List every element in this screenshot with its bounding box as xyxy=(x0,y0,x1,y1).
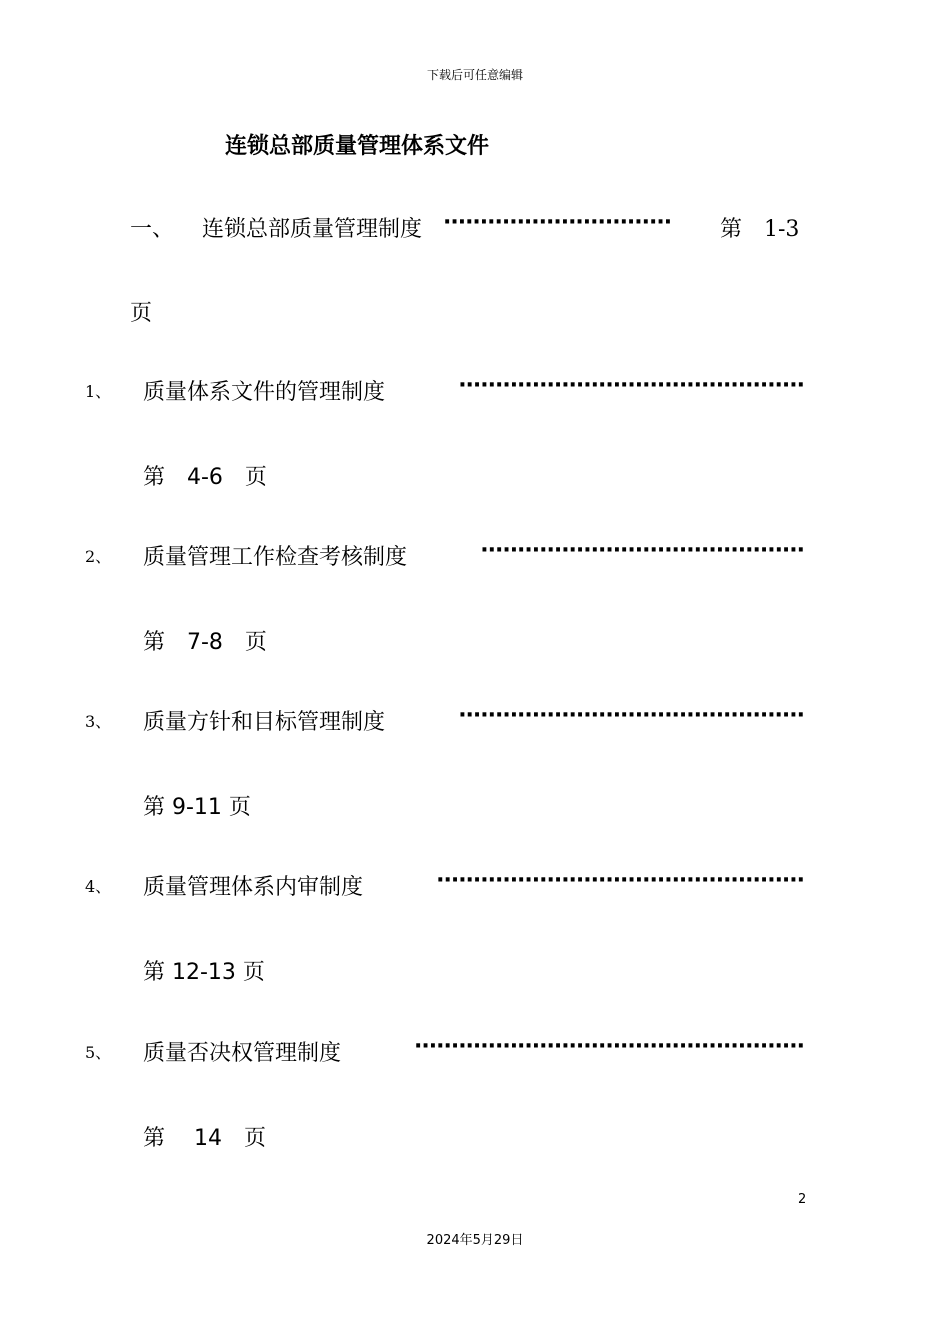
item-3-pages: 第 9-11 页 xyxy=(143,795,251,820)
leader-dots: ····················································· xyxy=(414,1034,804,1059)
item-title: 质量管理体系内审制度 xyxy=(143,875,364,900)
section-pages: 第 1-3 xyxy=(720,217,800,242)
toc-section-1 xyxy=(130,208,810,248)
leader-dots: ··············································· xyxy=(458,373,804,398)
item-title: 质量方针和目标管理制度 xyxy=(143,710,386,735)
page-number: 2 xyxy=(798,1192,807,1207)
section-number: 一、 xyxy=(130,217,175,242)
leader-dots: ·················································· xyxy=(436,868,804,893)
toc-item-4 xyxy=(85,868,810,904)
leader-dots: ··············································· xyxy=(458,703,804,728)
item-title: 质量否决权管理制度 xyxy=(143,1041,342,1066)
item-4-pages: 第 12-13 页 xyxy=(143,960,265,985)
header-note: 下载后可任意编辑 xyxy=(426,68,523,82)
document-title: 连锁总部质量管理体系文件 xyxy=(225,134,490,159)
item-5-pages: 第 14 页 xyxy=(143,1126,266,1151)
item-title: 质量管理工作检查考核制度 xyxy=(143,545,408,570)
item-number: 3、 xyxy=(85,712,112,731)
footer-date: 2024年5月29日 xyxy=(426,1233,524,1248)
item-title: 质量体系文件的管理制度 xyxy=(143,380,386,405)
section-pages-continued: 页 xyxy=(130,301,153,326)
leader-dots: ············································ xyxy=(480,538,804,563)
item-2-pages: 第 7-8 页 xyxy=(143,630,267,655)
item-number: 4、 xyxy=(85,877,112,896)
toc-item-5 xyxy=(85,1034,810,1070)
item-number: 5、 xyxy=(85,1043,112,1062)
item-1-pages: 第 4-6 页 xyxy=(143,465,267,490)
item-number: 1、 xyxy=(85,382,112,401)
toc-item-2 xyxy=(85,538,810,574)
section-title: 连锁总部质量管理制度 xyxy=(202,217,423,242)
item-number: 2、 xyxy=(85,547,112,566)
leader-dots: ······························· xyxy=(443,210,672,235)
toc-item-3 xyxy=(85,703,810,739)
toc-item-1 xyxy=(85,373,810,409)
